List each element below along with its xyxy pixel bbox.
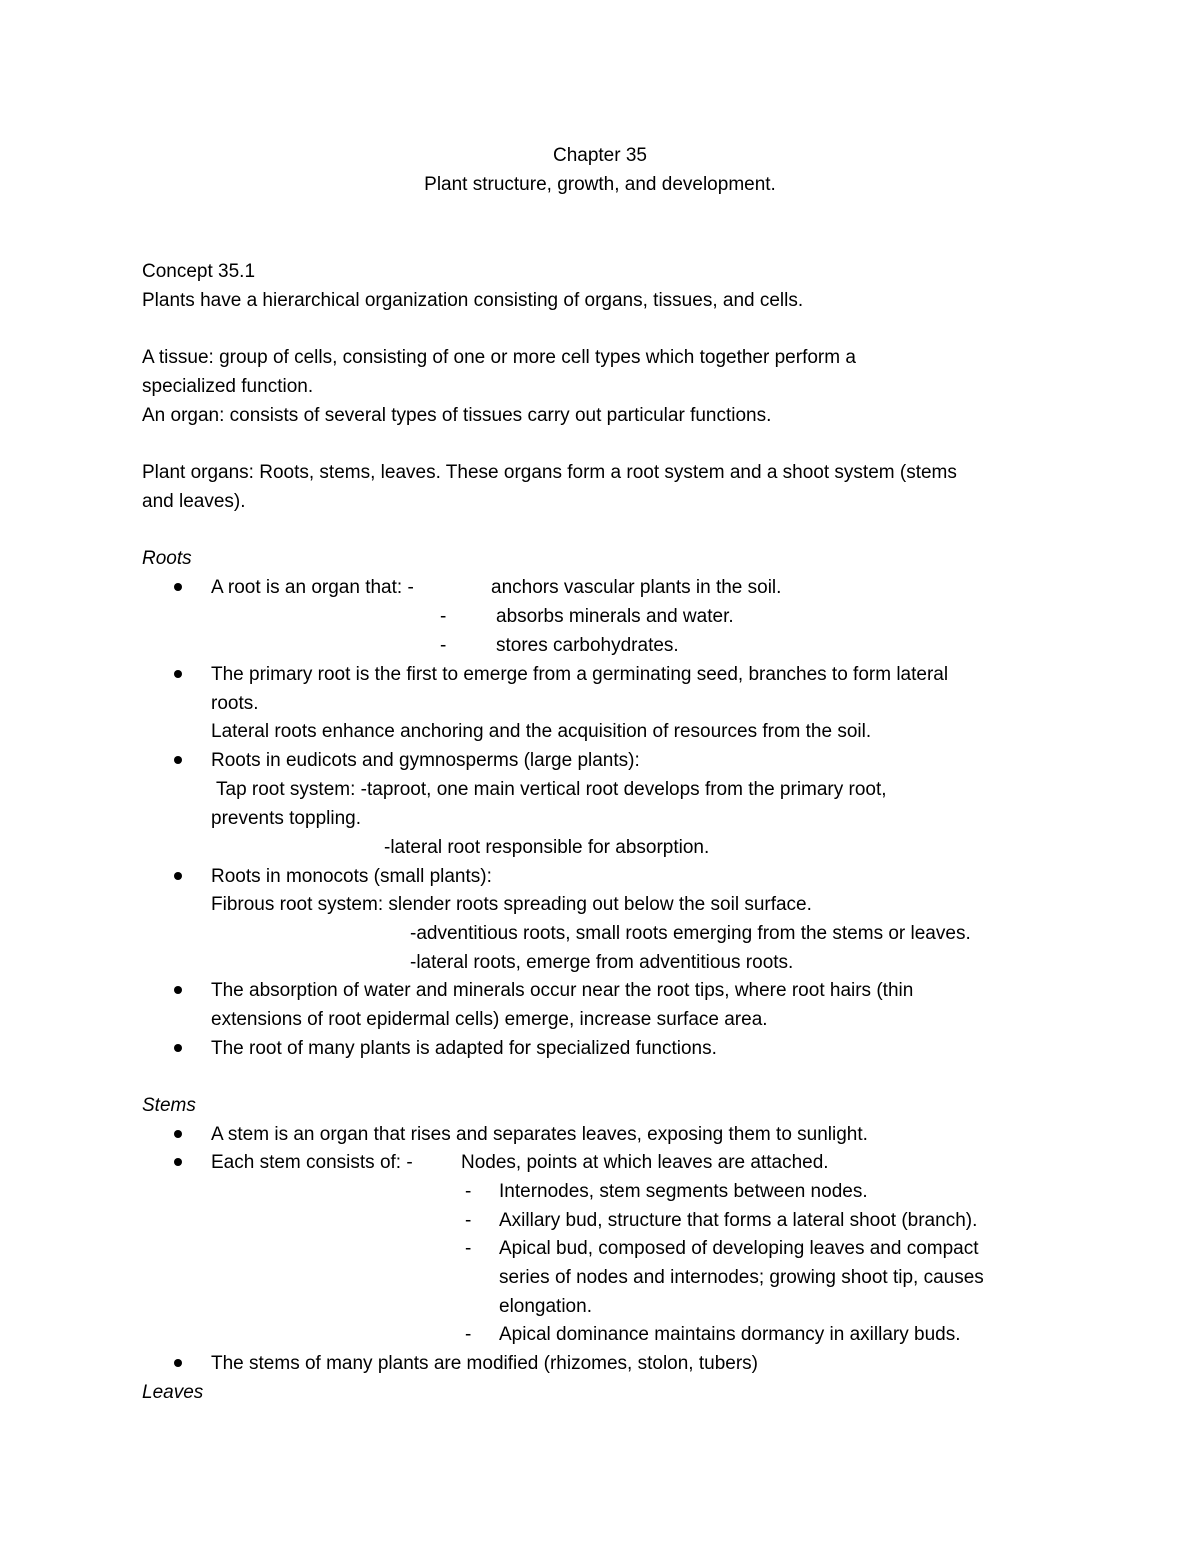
chapter-number: Chapter 35 xyxy=(552,145,647,166)
stems-bullet-2-lead: Each stem consists of: - xyxy=(211,1152,413,1173)
roots-bullet-2-line-2: roots. xyxy=(211,693,259,714)
bullet-icon xyxy=(174,1359,182,1367)
tissue-definition-line-2: specialized function. xyxy=(142,376,314,397)
stems-bullet-1: A stem is an organ that rises and separates leaves, exposing them to sunlight. xyxy=(211,1124,868,1145)
roots-heading: Roots xyxy=(142,548,192,569)
tissue-definition-line-1: A tissue: group of cells, consisting of one or more cell types which together perform a xyxy=(142,347,856,368)
organ-definition: An organ: consists of several types of tissues carry out particular functions. xyxy=(142,405,772,426)
dash: - xyxy=(465,1210,472,1231)
roots-bullet-4-line-1: Roots in monocots (small plants): xyxy=(211,866,492,887)
roots-bullet-5-line-2: extensions of root epidermal cells) emerge, increase surface area. xyxy=(211,1009,768,1030)
stems-bullet-2-sub-4-line-1: Apical bud, composed of developing leaves and compact xyxy=(499,1238,979,1259)
bullet-icon xyxy=(174,1130,182,1138)
roots-bullet-3-line-1: Roots in eudicots and gymnosperms (large plants): xyxy=(211,750,640,771)
roots-bullet-4-line-2: Fibrous root system: slender roots spreading out below the soil surface. xyxy=(211,894,812,915)
roots-bullet-2-line-3: Lateral roots enhance anchoring and the acquisition of resources from the soil. xyxy=(211,721,872,742)
stems-bullet-2-sub-1: Nodes, points at which leaves are attached. xyxy=(461,1152,829,1173)
bullet-icon xyxy=(174,1044,182,1052)
dash: - xyxy=(440,635,447,656)
roots-bullet-3-line-3: prevents toppling. xyxy=(211,808,361,829)
dash: - xyxy=(440,606,447,627)
roots-bullet-6: The root of many plants is adapted for specialized functions. xyxy=(211,1038,717,1059)
concept-statement: Plants have a hierarchical organization consisting of organs, tissues, and cells. xyxy=(142,290,804,311)
roots-bullet-4-line-4: -lateral roots, emerge from adventitious roots. xyxy=(410,952,794,973)
stems-bullet-3: The stems of many plants are modified (rhizomes, stolon, tubers) xyxy=(211,1353,759,1374)
roots-bullet-1-lead: A root is an organ that: - xyxy=(211,577,414,598)
roots-bullet-1-sub-2: absorbs minerals and water. xyxy=(496,606,734,627)
roots-bullet-5-line-1: The absorption of water and minerals occur near the root tips, where root hairs (thin xyxy=(211,980,914,1001)
plant-organs-line-1: Plant organs: Roots, stems, leaves. These organs form a root system and a shoot system (stems xyxy=(142,462,957,483)
dash: - xyxy=(465,1324,472,1345)
stems-bullet-2-sub-5: Apical dominance maintains dormancy in axillary buds. xyxy=(499,1324,961,1345)
bullet-icon xyxy=(174,986,182,994)
chapter-title: Plant structure, growth, and development. xyxy=(424,174,776,195)
plant-organs-line-2: and leaves). xyxy=(142,491,246,512)
concept-label: Concept 35.1 xyxy=(142,261,256,282)
stems-heading: Stems xyxy=(142,1095,196,1116)
roots-bullet-2-line-1: The primary root is the first to emerge from a germinating seed, branches to form lateral xyxy=(211,664,949,685)
bullet-icon xyxy=(174,1158,182,1166)
stems-bullet-2-sub-4-line-2: series of nodes and internodes; growing shoot tip, causes xyxy=(499,1267,984,1288)
bullet-icon xyxy=(174,756,182,764)
roots-bullet-3-line-2: Tap root system: -taproot, one main vertical root develops from the primary root, xyxy=(216,779,887,800)
dash: - xyxy=(465,1238,472,1259)
dash: - xyxy=(465,1181,472,1202)
roots-bullet-4-line-3: -adventitious roots, small roots emerging from the stems or leaves. xyxy=(410,923,971,944)
stems-bullet-2-sub-4-line-3: elongation. xyxy=(499,1296,592,1317)
stems-bullet-2-sub-3: Axillary bud, structure that forms a lateral shoot (branch). xyxy=(499,1210,978,1231)
leaves-heading: Leaves xyxy=(142,1382,204,1403)
roots-bullet-3-line-4: -lateral root responsible for absorption. xyxy=(384,837,710,858)
bullet-icon xyxy=(174,583,182,591)
roots-bullet-1-sub-3: stores carbohydrates. xyxy=(496,635,679,656)
stems-bullet-2-sub-2: Internodes, stem segments between nodes. xyxy=(499,1181,868,1202)
bullet-icon xyxy=(174,670,182,678)
bullet-icon xyxy=(174,872,182,880)
roots-bullet-1-sub-1: anchors vascular plants in the soil. xyxy=(491,577,782,598)
